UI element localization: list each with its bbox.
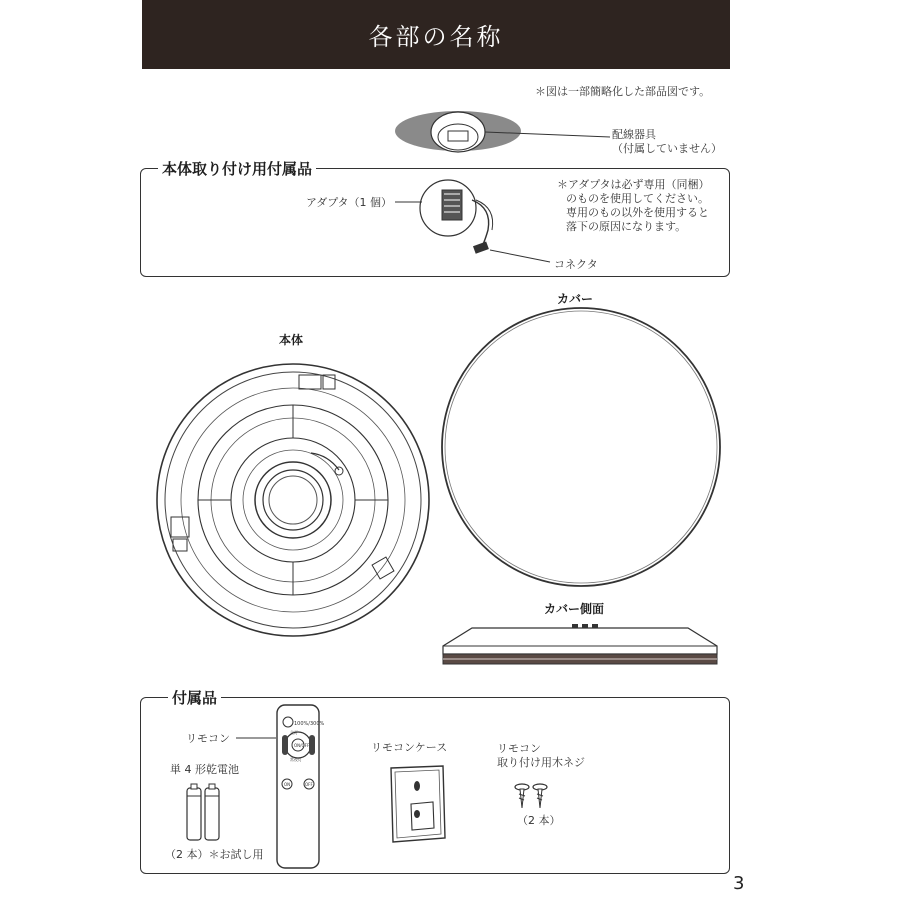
remote-label: リモコン: [186, 732, 230, 745]
page-title: 各部の名称: [368, 23, 504, 51]
warning-line-4: 落下の原因になります。: [566, 220, 687, 233]
wiring-fixture-illustration: [390, 105, 530, 160]
attachment-section-heading: 本体取り付け用付属品: [158, 158, 316, 179]
page-number: 3: [733, 873, 745, 894]
cover-side-illustration: [432, 620, 728, 670]
screw-label: [497, 742, 585, 770]
title-bar: [142, 0, 730, 69]
warning-line-3: 専用のもの以外を使用すると: [566, 206, 709, 219]
adapter-illustration: [400, 178, 510, 268]
cover-label: カバー: [557, 292, 594, 306]
remote-off-text: OFF: [305, 782, 313, 787]
remote-case-label: リモコンケース: [371, 741, 448, 754]
connector-label: コネクタ: [554, 258, 598, 271]
remote-illustration: [234, 700, 334, 870]
fixture-label: [612, 128, 722, 156]
simplification-note: ＊図は一部簡略化した部品図です。: [535, 85, 711, 98]
battery-note: （2 本）＊お試し用: [165, 848, 264, 861]
remote-top-button-text: 100%/300%: [294, 721, 325, 727]
remote-on-text: ON: [284, 782, 291, 787]
remote-small-bottom-text: 常夜灯: [290, 757, 302, 762]
main-body-illustration: [153, 365, 433, 645]
accessories-section-heading: 付属品: [168, 687, 221, 708]
battery-label: 単 4 形乾電池: [170, 763, 239, 776]
remote-case-illustration: [385, 762, 455, 847]
cover-side-label: カバー側面: [544, 602, 605, 616]
remote-center-button-text: ON/OFF: [294, 743, 310, 748]
fixture-label-line2: （付属していません）: [612, 142, 722, 155]
warning-line-1: ＊アダプタは必ず専用（同梱）: [557, 178, 710, 191]
screw-label-line2: 取り付け用木ネジ: [497, 756, 585, 769]
fixture-label-line1: 配線器具: [612, 128, 656, 141]
warning-line-2: のものを使用してください。: [566, 192, 709, 205]
battery-illustration: [185, 782, 225, 842]
adapter-label: アダプタ（1 個）: [306, 196, 392, 209]
body-label: 本体: [279, 333, 304, 347]
cover-illustration: [440, 305, 724, 589]
adapter-warning: [557, 178, 709, 234]
remote-small-top-text: 全灯: [290, 730, 298, 735]
screws-illustration: [512, 782, 552, 814]
screw-label-line1: リモコン: [497, 742, 541, 755]
screw-qty: （2 本）: [517, 814, 561, 827]
